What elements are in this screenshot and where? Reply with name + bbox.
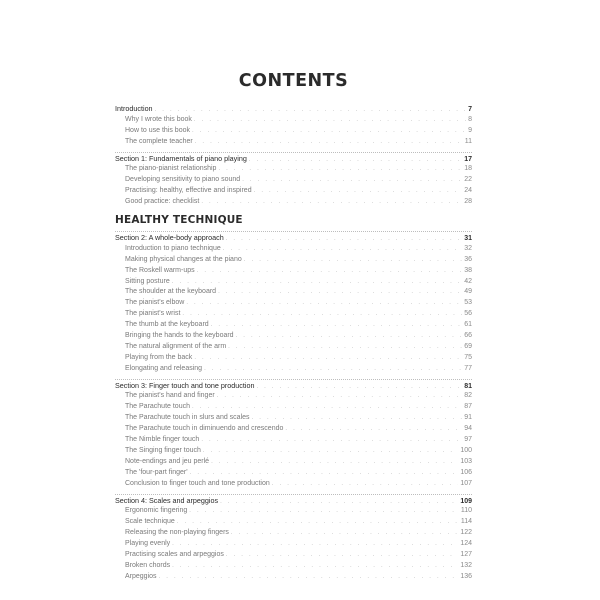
toc-page-number: 18 [464,165,472,173]
dot-leader [223,244,462,255]
dot-leader [177,517,459,528]
toc-entry[interactable] [115,413,472,424]
dot-leader [186,298,462,309]
toc-entry-label: The Parachute touch in diminuendo and crescendo [125,425,284,433]
toc-entry-label: Section 2: A whole-body approach [115,233,224,243]
toc-page-number: 36 [464,255,472,263]
toc-entry[interactable] [115,402,472,413]
toc-entry-label: Conclusion to finger touch and tone production [125,479,270,487]
dot-leader [195,137,463,148]
toc-entry-label: Introduction to piano technique [125,244,221,252]
dot-leader [204,364,462,375]
toc-page-number: 100 [460,446,472,454]
toc-entry[interactable] [115,186,472,197]
toc-entry-main[interactable] [115,104,472,115]
toc-entry[interactable] [115,244,472,255]
toc-page-number: 107 [460,479,472,487]
toc-group-section-1 [115,152,472,208]
toc-page-number: 61 [464,321,472,329]
toc-entry-label: The piano-pianist relationship [125,165,217,173]
toc-entry[interactable] [115,298,472,309]
toc-page-number: 56 [464,310,472,318]
toc-entry-label: Introduction [115,104,153,113]
toc-entry[interactable] [115,446,472,457]
toc-page-number: 132 [460,561,472,569]
toc-entry[interactable] [115,528,472,539]
dot-leader [285,424,462,435]
toc-page-number: 124 [460,540,472,548]
toc-page-number: 91 [464,414,472,422]
toc-page-number: 17 [464,155,472,163]
dot-leader [189,506,459,517]
toc-entry[interactable] [115,506,472,517]
toc-entry[interactable] [115,309,472,320]
toc-entry-label: The pianist's elbow [125,299,185,307]
toc-page-number: 31 [464,235,472,243]
toc-entry-label: Section 4: Scales and arpeggios [115,495,219,505]
toc-page-number: 38 [464,266,472,274]
toc-entry-label: Sitting posture [125,277,170,285]
dot-leader [172,561,458,572]
toc-entry[interactable] [115,164,472,175]
toc-page-number: 28 [464,198,472,206]
dot-leader [172,277,462,288]
dot-leader [242,175,462,186]
toc-entry-label: How to use this book [125,126,190,134]
dot-leader [159,572,459,583]
dot-leader [197,266,463,277]
toc-entry-label: The pianist's wrist [125,310,181,318]
toc-entry[interactable] [115,137,472,148]
toc-entry-label: Section 1: Fundamentals of piano playing [115,153,247,163]
toc-page-number: 114 [460,518,472,526]
toc-entry[interactable] [115,266,472,277]
toc-page-number: 8 [468,115,472,123]
toc-entry-main[interactable] [115,496,472,507]
toc-entry-label: Developing sensitivity to piano sound [125,176,241,184]
toc-entry-label: The Nimble finger touch [125,436,200,444]
toc-entry[interactable] [115,572,472,583]
toc-entry[interactable] [115,353,472,364]
dot-leader [190,468,459,479]
dot-leader [272,479,459,490]
toc-entry-label: Note-endings and jeu perlé [125,457,210,465]
toc-page-number: 75 [464,353,472,361]
toc-page-number: 53 [464,299,472,307]
toc-page-number: 24 [464,187,472,195]
dot-leader [228,342,462,353]
toc-entry[interactable] [115,364,472,375]
toc-page-number: 109 [460,497,472,505]
toc-page-number: 77 [464,364,472,372]
toc-entry-label: Bringing the hands to the keyboard [125,332,234,340]
toc-page-number: 136 [460,572,472,580]
toc-page-number: 7 [468,106,472,113]
toc-entry-label: Why I wrote this book [125,115,192,123]
toc-entry[interactable] [115,175,472,186]
toc-page-number: 110 [460,507,472,515]
toc-page-number: 106 [460,468,472,476]
page-title: CONTENTS [238,71,349,91]
toc-entry-label: The Parachute touch in slurs and scales [125,414,250,422]
toc-entry[interactable] [115,468,472,479]
toc-entry-label: The 'four-part finger' [125,468,188,476]
toc-entry-label: Ergonomic fingering [125,507,188,515]
toc-page-number: 82 [464,392,472,400]
dot-leader [218,164,462,175]
toc-entry[interactable] [115,561,472,572]
dot-leader [182,309,462,320]
toc-entry[interactable] [115,550,472,561]
toc-entry-main[interactable] [115,154,472,165]
toc-entry[interactable] [115,391,472,402]
toc-entry[interactable] [115,255,472,266]
toc-page-number: 11 [464,137,472,145]
toc-entry-label: Arpeggios [125,572,157,580]
toc-entry[interactable] [115,126,472,137]
toc-entry-label: Section 3: Finger touch and tone production [115,380,255,390]
toc-page-number: 49 [464,288,472,296]
toc-entry[interactable] [115,342,472,353]
dot-leader [254,186,463,197]
toc-entry-label: The Parachute touch [125,403,190,411]
toc-page-number: 32 [464,244,472,252]
dot-leader [236,331,463,342]
toc-entry-label: Making physical changes at the piano [125,255,242,263]
toc-page-number: 103 [460,457,472,465]
toc-page-number: 69 [464,342,472,350]
part-heading: HEALTHY TECHNIQUE [115,214,243,227]
dot-leader [194,353,462,364]
dot-leader [194,115,466,126]
dot-leader [201,197,462,208]
toc-page-number: 22 [464,176,472,184]
toc-page-number: 42 [464,277,472,285]
toc-group-section-4 [115,494,472,583]
dot-leader [192,126,466,137]
toc-entry-label: The shoulder at the keyboard [125,288,217,296]
toc-entry[interactable] [115,197,472,208]
dot-leader [231,528,458,539]
toc-entry-label: Practising scales and arpeggios [125,550,224,558]
toc-group-section-2 [115,231,472,375]
toc-entry[interactable] [115,435,472,446]
dot-leader [201,435,462,446]
toc-page-number: 127 [460,550,472,558]
dot-leader [226,550,458,561]
toc-entry-label: Playing from the back [125,353,193,361]
toc-entry-main[interactable] [115,233,472,244]
toc-entry-label: The pianist's hand and finger [125,392,215,400]
toc-group-section-3 [115,379,472,490]
toc-entry[interactable] [115,115,472,126]
toc-entry-label: Good practice: checklist [125,198,200,206]
toc-page-number: 87 [464,403,472,411]
dot-leader [172,539,458,550]
toc-page-number: 9 [468,126,472,134]
toc-group-introduction [115,103,472,148]
toc-entry-label: The Singing finger touch [125,446,201,454]
toc-page-number: 81 [464,382,472,390]
toc-entry-label: Scale technique [125,518,175,526]
dot-leader [217,391,463,402]
toc-entry[interactable] [115,457,472,468]
dot-leader [218,287,462,298]
toc-entry-main[interactable] [115,381,472,392]
dot-leader [211,320,463,331]
dot-leader [203,446,458,457]
toc-page-number: 94 [464,425,472,433]
toc-entry-label: Practising: healthy, effective and inspired [125,187,252,195]
toc-entry-label: The thumb at the keyboard [125,321,209,329]
dot-leader [252,413,463,424]
toc-entry[interactable] [115,539,472,550]
toc-entry[interactable] [115,277,472,288]
toc-entry-label: The Roskell warm-ups [125,266,195,274]
toc-entry[interactable] [115,287,472,298]
toc-page-number: 66 [464,332,472,340]
toc-entry-label: Playing evenly [125,540,171,548]
toc-entry-label: Broken chords [125,561,171,569]
toc-entry-label: Releasing the non-playing fingers [125,529,229,537]
toc-entry-label: The natural alignment of the arm [125,342,227,350]
toc-entry[interactable] [115,479,472,490]
contents-page [115,70,472,587]
toc-entry-label: The complete teacher [125,137,193,145]
toc-page-number: 97 [464,436,472,444]
dot-leader [211,457,458,468]
toc-page-number: 122 [460,529,472,537]
dot-leader [192,402,462,413]
toc-entry[interactable] [115,331,472,342]
toc-entry[interactable] [115,320,472,331]
toc-entry[interactable] [115,424,472,435]
toc-entry[interactable] [115,517,472,528]
toc-entry-label: Elongating and releasing [125,364,203,372]
dot-leader [244,255,462,266]
